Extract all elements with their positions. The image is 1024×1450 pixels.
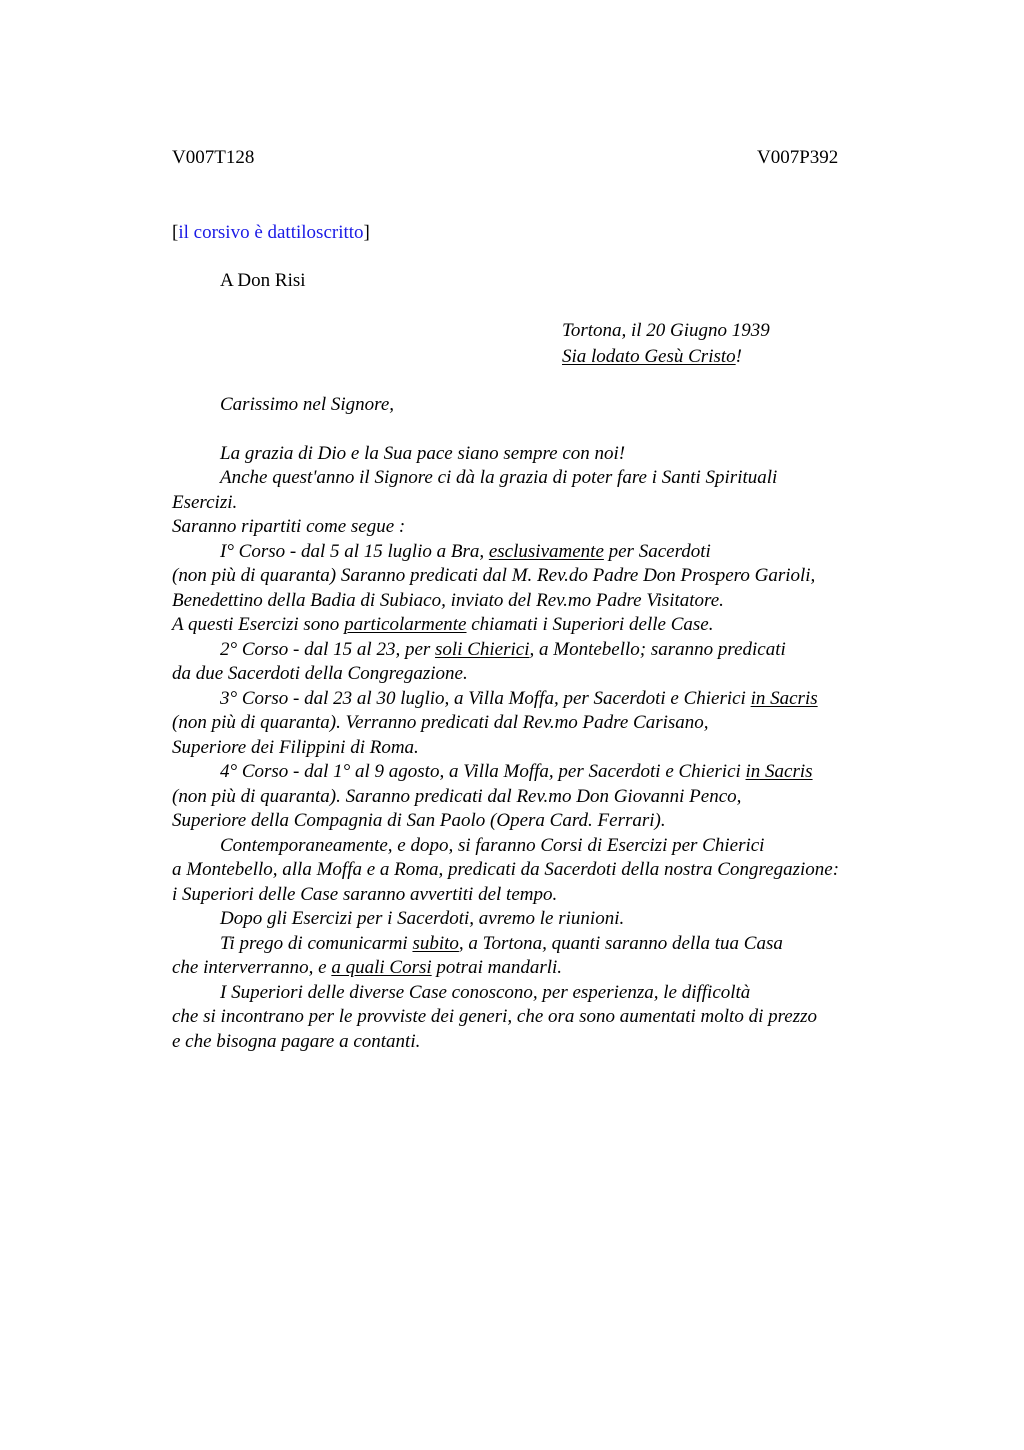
- text-line: a Montebello, alla Moffa e a Roma, predicati da Sacerdoti della nostra Congregazione:: [172, 859, 840, 880]
- text-line: Anche quest'anno il Signore ci dà la grazia di poter fare i Santi Spirituali: [220, 467, 778, 488]
- text-segment: , a Montebello; saranno predicati: [529, 638, 786, 660]
- underlined-word: particolarmente: [344, 614, 467, 635]
- editor-note: [172, 222, 370, 244]
- date-line: Tortona, il 20 Giugno 1939: [562, 320, 770, 341]
- document-code-right: V007P392: [757, 147, 839, 168]
- text-segment: 4° Corso - dal 1° al 9 agosto, a Villa Moffa, per Sacerdoti e Chierici: [220, 761, 746, 782]
- greeting-underlined: Sia lodato Gesù Cristo: [562, 346, 736, 367]
- text-segment: che interverranno, e: [172, 957, 332, 978]
- text-segment: Ti prego di comunicarmi: [220, 932, 413, 954]
- text-segment: chiamati i Superiori delle Case.: [466, 614, 714, 635]
- greeting-line: [562, 344, 770, 370]
- course-2-line: [172, 638, 932, 663]
- text-segment: , a Tortona, quanti saranno della tua Casa: [458, 932, 783, 954]
- greeting-end: !: [735, 346, 742, 367]
- underlined-word: in Sacris: [750, 687, 818, 709]
- text-segment: potrai mandarli.: [431, 957, 563, 978]
- text-line: Contemporaneamente, e dopo, si faranno Corsi di Esercizi per Chierici: [220, 834, 765, 856]
- text-segment: I° Corso - dal 5 al 15 luglio a Bra,: [220, 540, 489, 562]
- bracket-close: ]: [363, 222, 370, 243]
- text-line: Saranno ripartiti come segue :: [172, 516, 406, 537]
- text-line: (non più di quaranta) Saranno predicati dal M. Rev.do Padre Don Prospero Garioli,: [172, 565, 816, 586]
- course-1-line: [172, 540, 932, 565]
- underlined-word: in Sacris: [745, 761, 813, 782]
- text-segment: per Sacerdoti: [603, 540, 711, 562]
- course-4-line: [172, 760, 932, 785]
- underlined-word: subito: [412, 932, 459, 954]
- text-line: [172, 613, 932, 638]
- text-line: [172, 956, 932, 981]
- text-line: (non più di quaranta). Saranno predicati dal Rev.mo Don Giovanni Penco,: [172, 785, 742, 807]
- text-line: i Superiori delle Case saranno avvertiti del tempo.: [172, 883, 558, 905]
- text-line: (non più di quaranta). Verranno predicati dal Rev.mo Padre Carisano,: [172, 712, 709, 733]
- text-line: Superiore della Compagnia di San Paolo (Opera Card. Ferrari).: [172, 810, 666, 831]
- document-code-left: V007T128: [172, 147, 255, 168]
- text-line: La grazia di Dio e la Sua pace siano sempre con noi!: [220, 442, 626, 464]
- text-line: Esercizi.: [172, 491, 238, 513]
- text-line: Superiore dei Filippini di Roma.: [172, 736, 419, 758]
- text-line: [172, 932, 932, 957]
- course-3-line: [172, 687, 932, 712]
- text-line: Dopo gli Esercizi per i Sacerdoti, avremo le riunioni.: [220, 908, 625, 929]
- salutation: Carissimo nel Signore,: [220, 394, 394, 415]
- text-line: che si incontrano per le provviste dei generi, che ora sono aumentati molto di prezzo: [172, 1006, 818, 1027]
- addressee: A Don Risi: [220, 270, 306, 291]
- letter-body: [172, 393, 932, 1054]
- text-line: da due Sacerdoti della Congregazione.: [172, 663, 468, 684]
- text-line: Benedettino della Badia di Subiaco, inviato del Rev.mo Padre Visitatore.: [172, 589, 724, 611]
- date-block: [562, 318, 770, 370]
- text-line: e che bisogna pagare a contanti.: [172, 1030, 421, 1052]
- text-segment: 2° Corso - dal 15 al 23, per: [220, 638, 436, 660]
- text-segment: A questi Esercizi sono: [172, 614, 345, 635]
- underlined-word: a quali Corsi: [331, 957, 432, 978]
- editor-note-text: il corsivo è dattiloscritto: [178, 222, 364, 243]
- text-segment: 3° Corso - dal 23 al 30 luglio, a Villa Moffa, per Sacerdoti e Chierici: [220, 687, 751, 709]
- bracket-open: [: [172, 222, 179, 243]
- underlined-word: soli Chierici: [435, 638, 530, 660]
- underlined-word: esclusivamente: [488, 540, 604, 562]
- text-line: I Superiori delle diverse Case conoscono, per esperienza, le difficoltà: [220, 981, 751, 1003]
